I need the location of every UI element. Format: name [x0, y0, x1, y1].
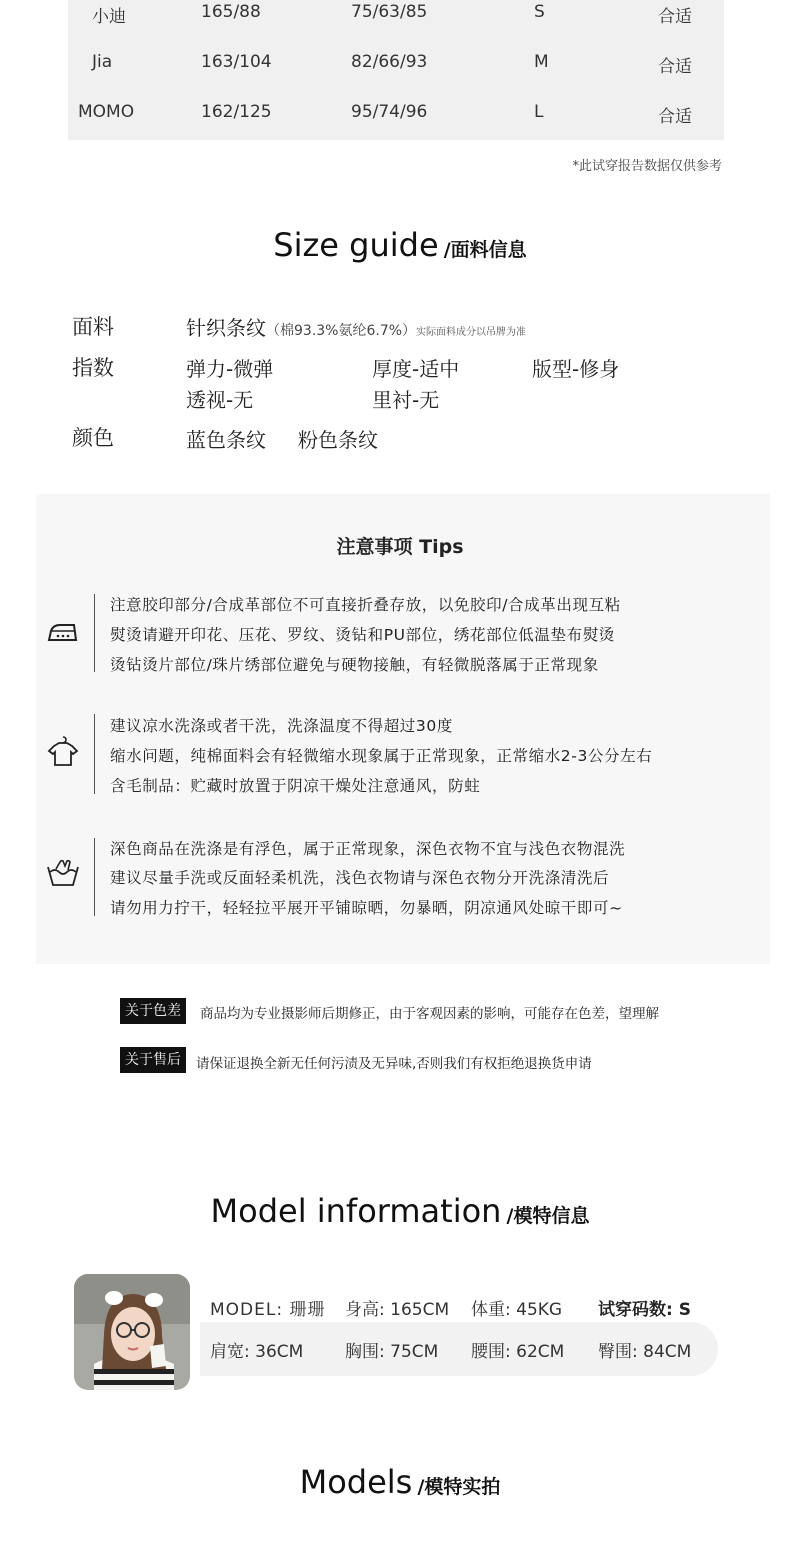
models-heading: [0, 1463, 800, 1501]
tips-title: 注意事项 Tips: [336, 536, 464, 558]
index-lining: 里衬-无: [372, 388, 440, 412]
table-cell: MOMO: [78, 102, 135, 122]
index-label: 指数: [72, 356, 114, 380]
index-transparency: 透视-无: [186, 388, 254, 412]
model-avatar: [74, 1274, 190, 1390]
table-cell: 165/88: [201, 2, 261, 22]
index-thickness: 厚度-适中: [372, 357, 460, 381]
color-difference-text: 商品均为专业摄影师后期修正，由于客观因素的影响，可能存在色差，望理解: [200, 1006, 659, 1022]
table-cell: 162/125: [201, 102, 272, 122]
table-cell: M: [534, 52, 549, 72]
size-guide-heading: [0, 226, 800, 264]
model-name: MODEL: 珊珊: [210, 1300, 326, 1320]
model-height: 身高: 165CM: [345, 1300, 450, 1320]
models-subtitle: /模特实拍: [417, 1476, 501, 1498]
tip-line: 烫钻烫片部位/珠片绣部位避免与硬物接触，有轻微脱落属于正常现象: [110, 656, 599, 674]
model-info-heading: [0, 1192, 800, 1230]
size-guide-subtitle: /面料信息: [443, 239, 527, 261]
hanging-shirt-icon: [46, 736, 80, 766]
table-cell: 82/66/93: [351, 52, 428, 72]
table-row: [68, 102, 724, 142]
tip-divider: [94, 838, 95, 916]
color-option-blue: 蓝色条纹: [186, 428, 266, 452]
fabric-value-line: [186, 312, 526, 341]
model-shoulder: 肩宽: 36CM: [210, 1342, 304, 1362]
color-option-pink: 粉色条纹: [298, 428, 378, 452]
tip-line: 建议尽量手洗或反面轻柔机洗，浅色衣物请与深色衣物分开洗涤清洗后: [110, 869, 610, 887]
hand-wash-icon: [46, 858, 80, 888]
models-title: Models: [299, 1463, 413, 1501]
tip-line: 含毛制品：贮藏时放置于阴凉干燥处注意通风，防蛀: [110, 777, 481, 795]
color-label: 颜色: [72, 426, 114, 450]
model-trial-size: 试穿码数: S: [598, 1300, 691, 1320]
tip-line: 深色商品在洗涤是有浮色，属于正常现象，深色衣物不宜与浅色衣物混洗: [110, 840, 626, 858]
table-cell: S: [534, 2, 545, 22]
table-cell: L: [534, 102, 544, 122]
model-waist: 腰围: 62CM: [471, 1342, 565, 1362]
table-cell: 163/104: [201, 52, 272, 72]
fabric-note: 实际面料成分以吊牌为准: [416, 327, 527, 338]
fabric-label: 面料: [72, 315, 114, 339]
table-cell: Jia: [92, 52, 113, 72]
after-sales-badge: 关于售后: [120, 1047, 186, 1073]
model-info-title: Model information: [210, 1192, 502, 1230]
iron-icon: [46, 616, 80, 646]
after-sales-text: 请保证退换全新无任何污渍及无异味,否则我们有权拒绝退换货申请: [196, 1056, 592, 1072]
model-hip: 臀围: 84CM: [598, 1342, 692, 1362]
index-elasticity: 弹力-微弹: [186, 357, 274, 381]
model-chest: 胸围: 75CM: [345, 1342, 439, 1362]
fabric-value: 针织条纹: [186, 316, 266, 340]
model-info-subtitle: /模特信息: [506, 1205, 590, 1227]
tip-line: 熨烫请避开印花、压花、罗纹、烫钻和PU部位，绣花部位低温垫布熨烫: [110, 626, 615, 644]
table-cell: 合适: [658, 7, 692, 27]
tip-line: 缩水问题，纯棉面料会有轻微缩水现象属于正常现象，正常缩水2-3公分左右: [110, 747, 653, 765]
table-cell: 75/63/85: [351, 2, 428, 22]
table-cell: 95/74/96: [351, 102, 428, 122]
fabric-composition: （棉93.3%氨纶6.7%）: [266, 323, 417, 339]
model-weight: 体重: 45KG: [471, 1300, 563, 1320]
table-cell: 合适: [658, 57, 692, 77]
table-row: [68, 2, 724, 42]
tip-line: 建议凉水洗涤或者干洗，洗涤温度不得超过30度: [110, 717, 453, 735]
tip-line: 请勿用力拧干，轻轻拉平展开平铺晾晒，勿暴晒，阴凉通风处晾干即可~: [110, 899, 623, 917]
tip-divider: [94, 714, 95, 794]
tip-divider: [94, 594, 95, 672]
index-fit: 版型-修身: [532, 357, 620, 381]
table-row: [68, 52, 724, 92]
fit-report-note: *此试穿报告数据仅供参考: [572, 159, 722, 174]
fit-report-table: [68, 0, 724, 140]
table-cell: 小迪: [92, 7, 126, 27]
color-difference-badge: 关于色差: [120, 998, 186, 1024]
size-guide-title: Size guide: [273, 226, 439, 264]
table-cell: 合适: [658, 107, 692, 127]
tip-line: 注意胶印部分/合成革部位不可直接折叠存放，以免胶印/合成革出现互粘: [110, 596, 621, 614]
